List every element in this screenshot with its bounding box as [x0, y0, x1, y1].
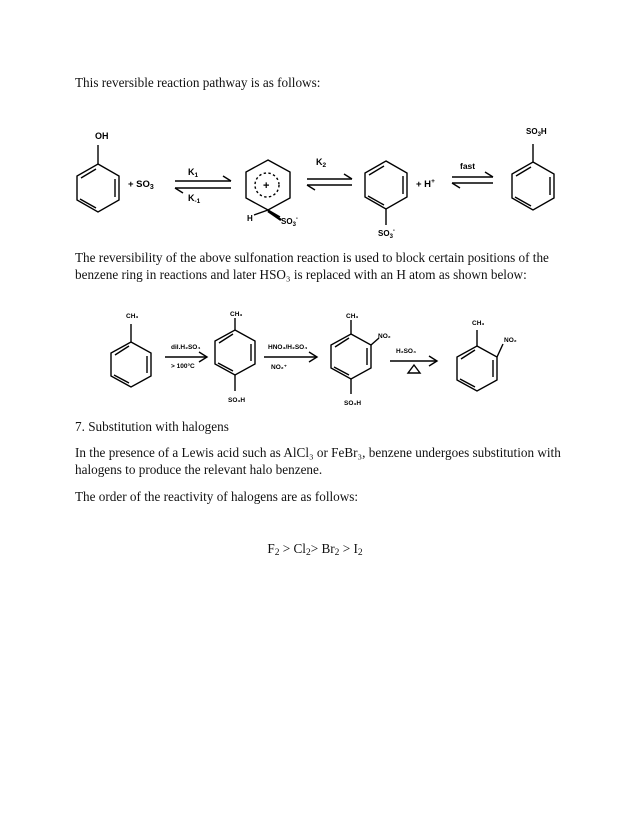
- cation-plus-label: +: [263, 180, 270, 192]
- so3-reagent-label: + $SO_3$: [128, 179, 154, 191]
- intermediate-h-label: H: [247, 214, 253, 223]
- toluene-ch3-label: CH₃: [126, 313, 139, 320]
- order-paragraph: The order of the reactivity of halogens are as follows:: [75, 489, 359, 504]
- heat-triangle: [408, 365, 420, 373]
- toluenesulfonic-acid-ring: [215, 330, 255, 375]
- toluene-ring: [111, 342, 151, 387]
- k-1-label: $K_{-1}$: [188, 193, 201, 205]
- k1-label: $K_1$: [188, 167, 199, 179]
- nitrotoluene-ring: [457, 346, 497, 391]
- reversibility-paragraph: The reversibility of the above sulfonation reaction is used to block certain positions of the benzene ring in reactions and later HSO₃ is replaced with an H atom as shown below:: [75, 250, 549, 282]
- int1-so3h-label: SO₃H: [228, 397, 246, 404]
- k2-label: $K_2$: [316, 157, 327, 169]
- nitro-intermediate-ring: [331, 334, 371, 379]
- so3h-label: $SO_3H$: [526, 127, 547, 138]
- product-no2-label: NO₂: [504, 337, 517, 344]
- step2-reagent-label: HNO₃/H₂SO₄: [268, 344, 308, 351]
- step1-condition-label: > 100°C: [171, 363, 195, 370]
- int2-no2-label: NO₂: [378, 333, 391, 340]
- phenol-oh-label: OH: [95, 131, 109, 141]
- sulfonate-so3-label: $SO_3^-$: [378, 228, 395, 240]
- step2-condition-label: NO₂⁺: [271, 364, 288, 371]
- intro-paragraph: This reversible reaction pathway is as follows:: [75, 75, 321, 90]
- halogen-reactivity-order: $F_2 > Cl_2> Br_2 > I_2$: [267, 541, 363, 559]
- product-ch3-label: CH₃: [472, 320, 485, 327]
- int1-ch3-label: CH₃: [230, 311, 243, 318]
- sulfonation-scheme: [0, 118, 630, 246]
- lewis-acid-paragraph: In the presence of a Lewis acid such as AlCl₃ or FeBr₃, benzene undergoes substitution with halogens to produce the relevant halo benzene.: [75, 445, 561, 477]
- step1-reagent-label: dil.H₂SO₄: [171, 344, 201, 351]
- step3-reagent-label: H₂SO₄: [396, 348, 417, 355]
- proton-label: + H+: [416, 178, 435, 190]
- blocking-group-scheme: [0, 306, 630, 410]
- benzenesulfonate-ring: [365, 161, 407, 209]
- section-heading: 7. Substitution with halogens: [75, 419, 229, 434]
- int2-ch3-label: CH₃: [346, 313, 359, 320]
- benzenesulfonic-acid-ring: [512, 162, 554, 210]
- fast-label: fast: [460, 161, 476, 171]
- phenol-ring: [77, 164, 119, 212]
- int2-so3h-label: SO₃H: [344, 400, 362, 407]
- intermediate-so3-label: $SO_3^-$: [281, 216, 298, 228]
